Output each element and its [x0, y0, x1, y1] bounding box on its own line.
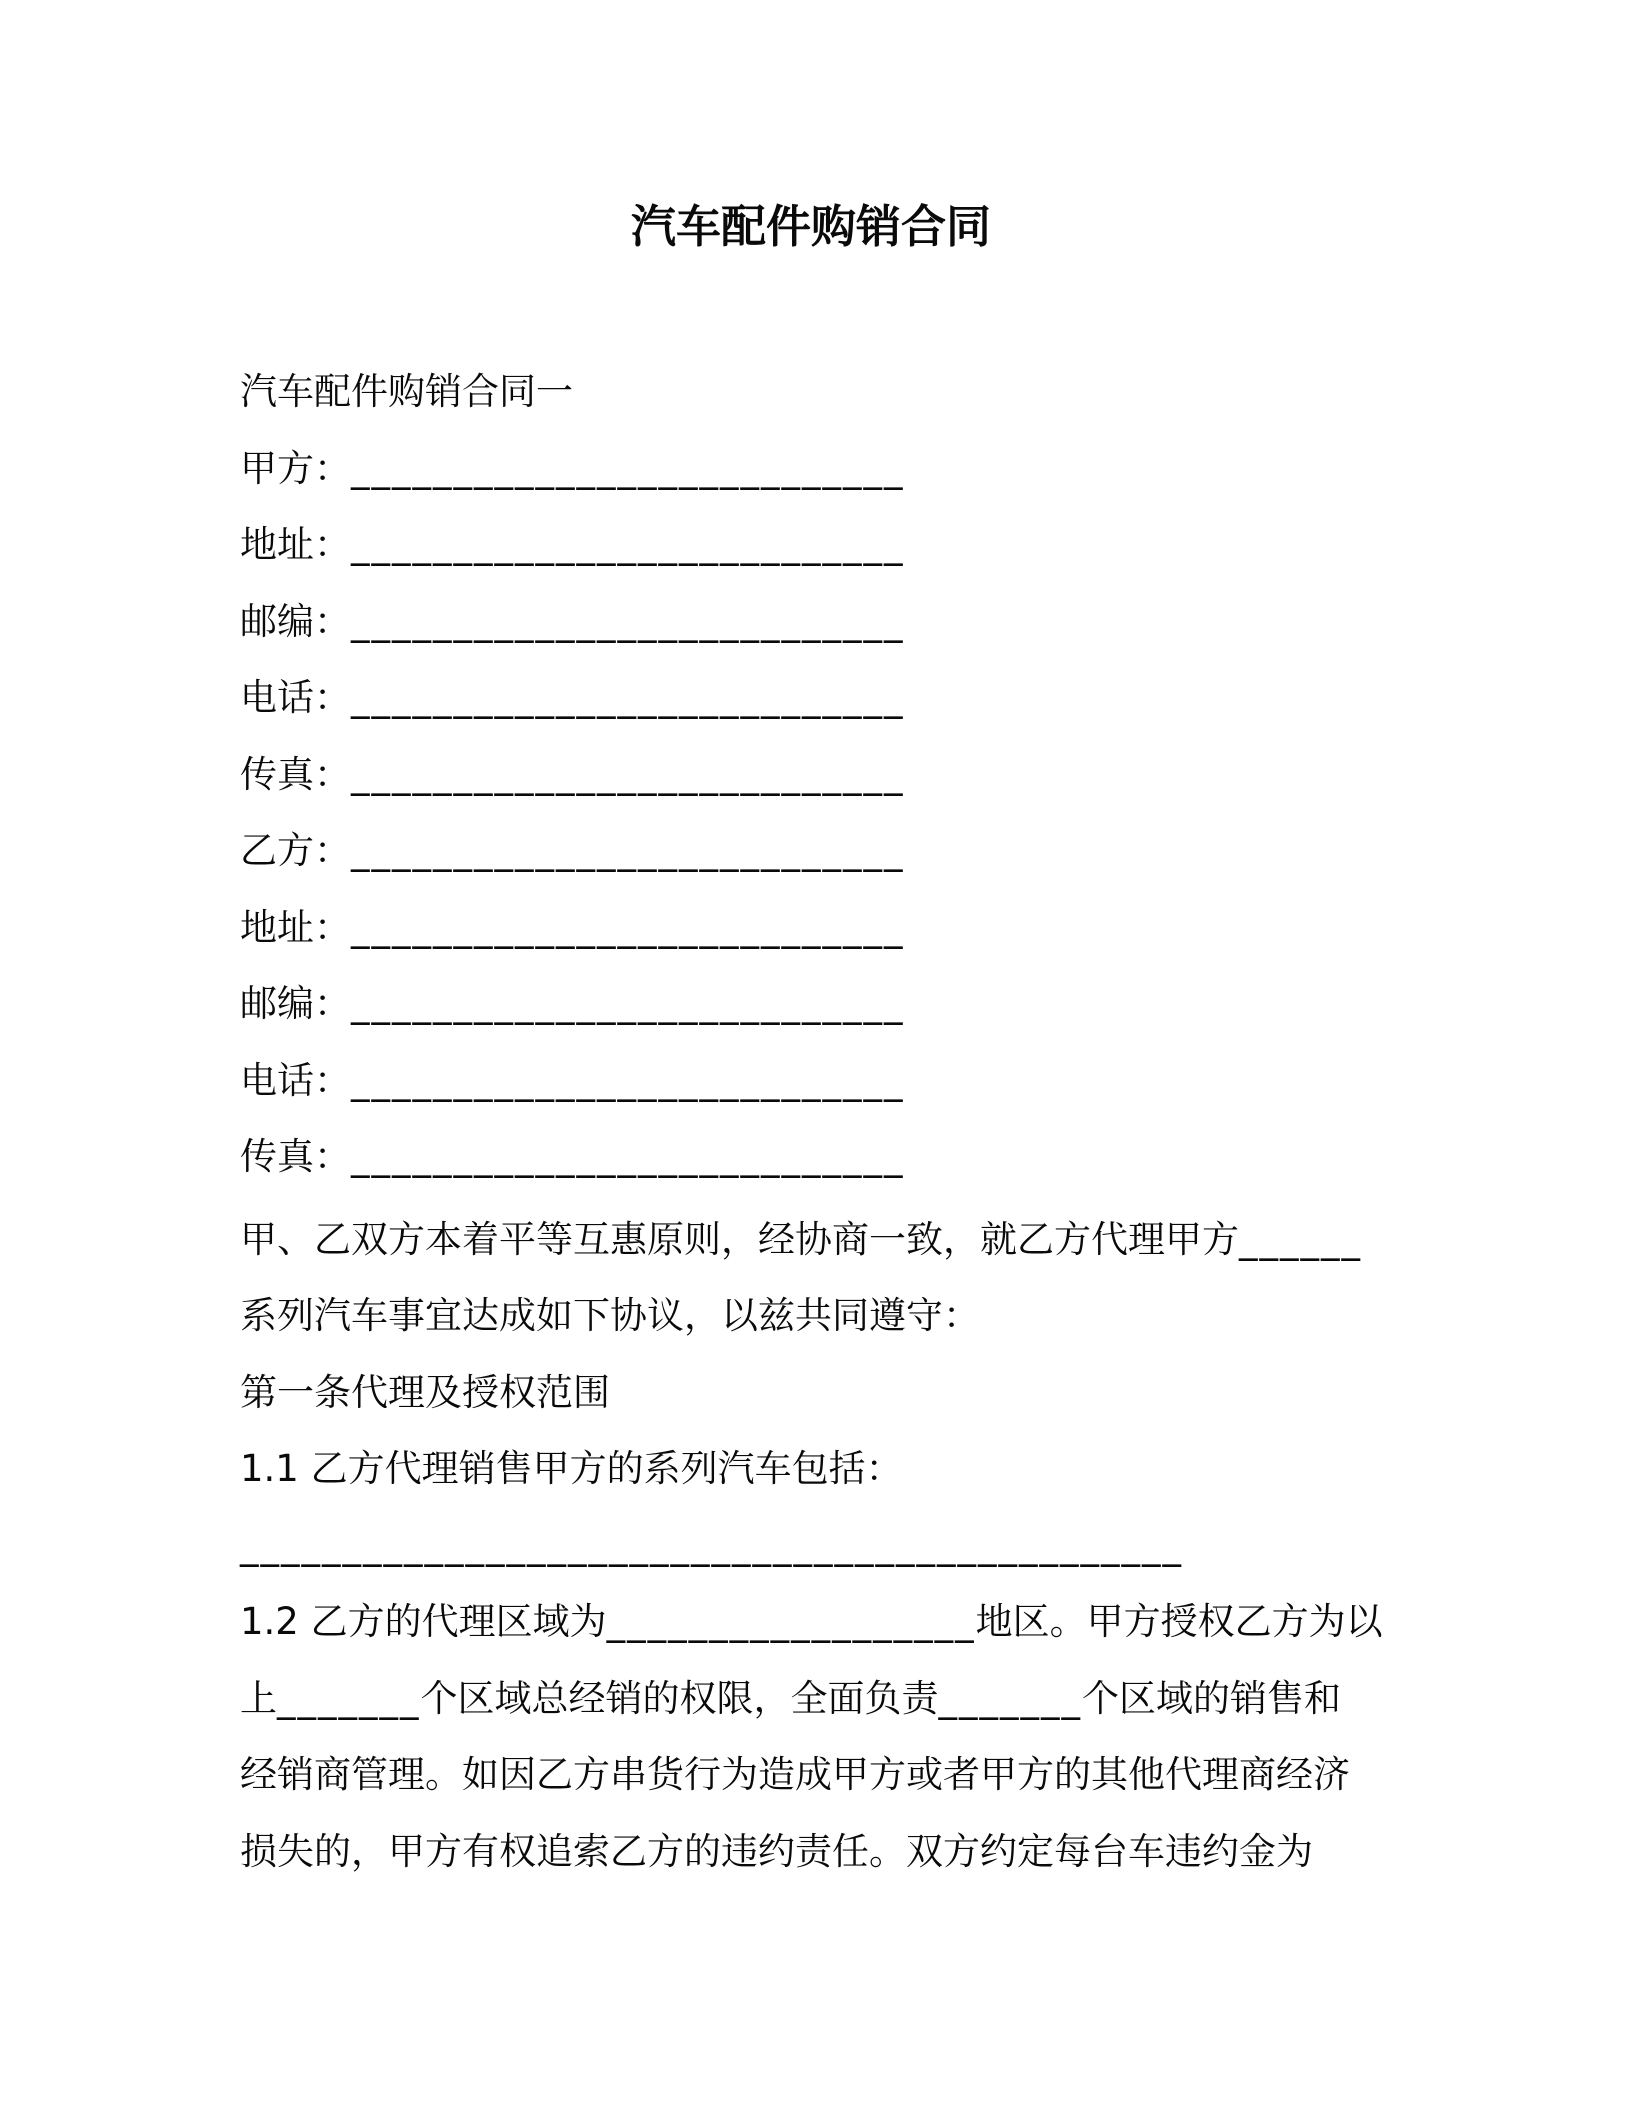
- field-label: 传真：: [240, 1135, 351, 1178]
- field-blank: ___________________________: [351, 982, 905, 1025]
- party-a-fax-field: [240, 737, 1540, 814]
- clause-1-1: 1.1 乙方代理销售甲方的系列汽车包括：: [240, 1447, 903, 1490]
- field-blank: ___________________________: [351, 829, 905, 872]
- field-label: 传真：: [240, 752, 351, 796]
- field-label: 电话：: [240, 1058, 351, 1102]
- clause-text: 个区域的销售和: [1082, 1676, 1341, 1720]
- long-blank: ______________________________________________: [240, 1523, 1183, 1567]
- field-blank: ___________________________: [351, 905, 905, 949]
- field-blank: ___________________________: [351, 1058, 905, 1102]
- field-label: 邮编：: [240, 599, 351, 643]
- region-count-blank: _______: [938, 1676, 1082, 1720]
- field-blank: ___________________________: [351, 752, 905, 796]
- clause-line: [240, 1584, 1540, 1661]
- party-a-name-field: [240, 431, 1540, 508]
- document-body: [240, 354, 1540, 1890]
- clause-1-2: [240, 1584, 1540, 1890]
- field-label: 地址：: [240, 905, 351, 949]
- preamble-paragraph: [240, 1202, 1540, 1355]
- field-label: 甲方：: [240, 446, 351, 490]
- field-label: 地址：: [240, 523, 351, 566]
- field-label: 电话：: [240, 676, 351, 719]
- party-b-address-field: [240, 890, 1540, 967]
- party-b-fax-field: [240, 1119, 1540, 1196]
- contract-subtitle: 汽车配件购销合同一: [240, 370, 573, 413]
- clause-line: 经销商管理。如因乙方串货行为造成甲方或者甲方的其他代理商经济: [240, 1753, 1350, 1796]
- clause-text: 上: [240, 1676, 277, 1720]
- preamble-line: [240, 1202, 1540, 1279]
- preamble-blank: ______: [1239, 1217, 1362, 1261]
- field-label: 乙方：: [240, 829, 351, 872]
- clause-text: 1.2 乙方的代理区域为: [240, 1600, 607, 1643]
- party-b-phone-field: [240, 1043, 1540, 1120]
- field-label: 邮编：: [240, 982, 351, 1025]
- article-1: [240, 1355, 1540, 1891]
- party-a-phone-field: [240, 660, 1540, 737]
- region-blank: __________________: [606, 1600, 976, 1643]
- party-b-postcode-field: [240, 966, 1540, 1043]
- clause-line: 损失的，甲方有权追索乙方的违约责任。双方约定每台车违约金为: [240, 1829, 1313, 1873]
- party-b-name-field: [240, 813, 1540, 890]
- field-blank: ___________________________: [351, 1135, 905, 1178]
- region-count-blank: _______: [277, 1676, 421, 1720]
- document-title: 汽车配件购销合同: [630, 200, 991, 253]
- party-b-section: [240, 813, 1540, 1196]
- field-blank: ___________________________: [351, 446, 905, 490]
- field-blank: ___________________________: [351, 599, 905, 643]
- preamble-text: 甲、乙双方本着平等互惠原则，经协商一致，就乙方代理甲方: [240, 1217, 1239, 1261]
- party-a-postcode-field: [240, 584, 1540, 661]
- preamble-line: 系列汽车事宜达成如下协议，以兹共同遵守：: [240, 1294, 980, 1337]
- clause-1-1-blank: [240, 1508, 1540, 1585]
- clause-text: 地区。甲方授权乙方为以: [975, 1600, 1383, 1643]
- field-blank: ___________________________: [351, 676, 905, 719]
- clause-line: [240, 1661, 1540, 1738]
- clause-text: 个区域总经销的权限，全面负责: [420, 1676, 939, 1720]
- party-a-section: [240, 431, 1540, 814]
- party-a-address-field: [240, 507, 1540, 584]
- field-blank: ___________________________: [351, 523, 905, 566]
- article-heading: 第一条代理及授权范围: [240, 1370, 610, 1414]
